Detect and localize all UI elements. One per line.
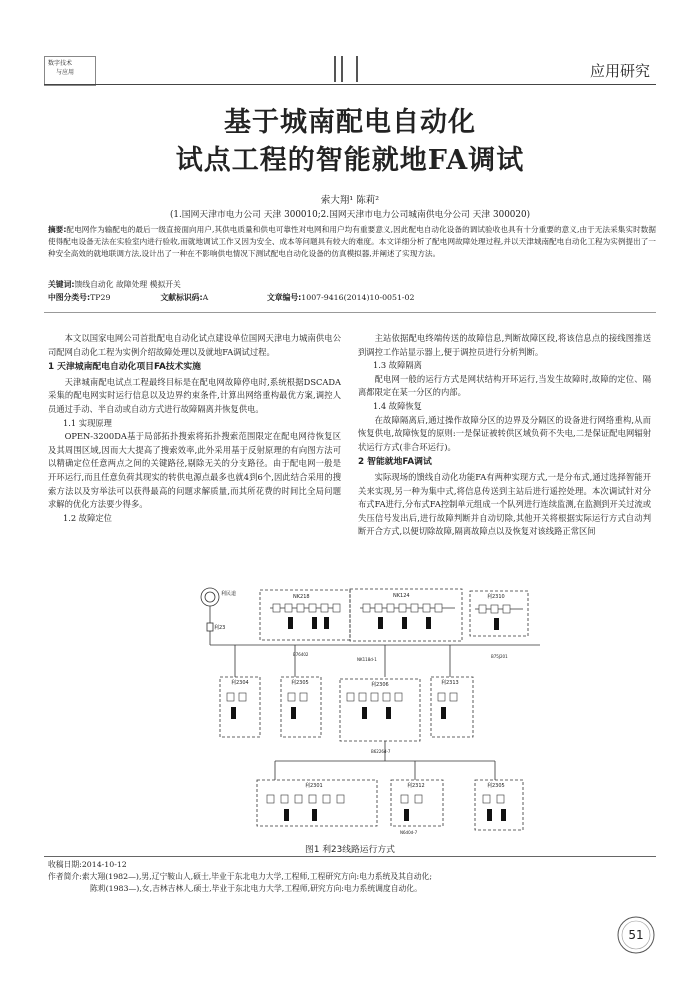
title-line-1: 基于城南配电自动化	[224, 107, 476, 138]
station-li2304	[220, 677, 260, 737]
fig-node-3: B75J201	[491, 654, 508, 659]
classification-row	[48, 292, 656, 303]
fig-label-li2310: 利2310	[487, 594, 505, 600]
abstract-text: 配电网作为输配电的最后一级直接面向用户,其供电质量和供电可靠性对电网和用户均有重要意义,因此配电自动化设备的调试验收也具有十分重要的意义,由于无法采集实时数据使得配电设备无法在实验室内进行验收,而就地调试工作又因为安全、成本等问题具有较大的难度。本文详细分析了配电网故障处理过程,并以天津城南配电自动化工程为实例提出了一种安全高效的就地联调方法,设计出了一种在不影响供电情况下测试配电自动化设备的仿真模拟器,并阐述了实现方法。	[48, 225, 656, 258]
author-bio-2: 陈莉(1983—),女,吉林吉林人,硕士,毕业于东北电力大学,工程师,研究方向:电力系统调度自动化。	[90, 884, 422, 893]
bio-label: 作者简介:	[48, 872, 82, 881]
fig-label-li2305b: 利2305	[487, 783, 505, 789]
paragraph: 主站依据配电终端传送的故障信息,判断故障区段,将该信息点的接线图推送到调控工作站显示器上,便于调控员进行分析判断。	[358, 333, 651, 357]
paragraph: 天津城南配电试点工程最终目标是在配电网故障停电时,系统根据DSCADA采集的配电网实时运行信息以及边界约束条件,计算出网络重构最优方案,调控人员通过手动、半自动或自动方式进行故障隔离并恢复供电。	[48, 376, 341, 414]
station-li2313	[431, 677, 473, 737]
abstract-label: 摘要:	[48, 225, 67, 234]
subsection-heading: 1.2 故障定位	[62, 512, 112, 523]
author-bio-1: 索大翔(1982—),男,辽宁鞍山人,硕士,毕业于东北电力大学,工程师,工程研究方向:电力系统及其自动化;	[81, 872, 432, 881]
fig-label-li2313: 利2313	[441, 680, 459, 686]
journal-name-line1: 数字技术	[48, 60, 73, 67]
clc-value: TP29	[90, 293, 111, 302]
station-li2306	[340, 679, 420, 741]
circuit-diagram	[195, 585, 555, 837]
right-column	[358, 332, 651, 539]
header-bars-decoration	[334, 56, 364, 82]
journal-logo	[44, 56, 96, 86]
keywords-label: 关键词:	[48, 280, 75, 289]
paragraph: 在故障隔离后,通过操作故障分区的边界及分隔区的设备进行网络重构,从而恢复供电,故障恢复的原则:一是保证被转供区域负荷不失电,二是保证配电网辐射状运行方式(非合环运行)。	[358, 414, 651, 452]
fig-label-nk218: NK218	[293, 594, 310, 600]
fig-label-li2304: 利2304	[231, 680, 249, 686]
section-heading-1: 1 天津城南配电自动化项目FA技术实施	[48, 362, 201, 373]
paragraph: OPEN-3200DA基于局部拓扑搜索将拓扑搜索范围限定在配电网待恢复区及其周围区域,因而大大提高了搜索效率,此外采用基于反射原理的有向图方法可以精确定位任意两点之间的关键路径,剔除无关的分支路径。由于配电网一般是开环运行,而且任意负荷其现实的转供电源点最多也就4到6个,因此结合采用的搜索方法以及穷举法可以获得最高的问题求解质量,而其所花费的时间比全局问题求解的优化方法要少得多。	[48, 431, 341, 510]
fig-node-5: N6d0d-7	[400, 830, 418, 835]
footnote	[48, 859, 656, 895]
fig-node-4: B6226d-7	[371, 749, 391, 754]
fig-label-li2306: 利2306	[371, 682, 389, 688]
subsection-heading: 1.3 故障隔离	[372, 360, 422, 371]
paragraph: 本文以国家电网公司首批配电自动化试点建设单位国网天津电力城南供电公司配网自动化工程为实例介绍故障处理以及就地FA调试过程。	[48, 333, 341, 357]
fig-label-li2312: 利2312	[407, 783, 425, 789]
title-line-2: 试点工程的智能就地FA调试	[175, 145, 525, 176]
fig-node-2: NK118d-1	[357, 657, 377, 662]
fig-node-1: B76402	[293, 652, 309, 657]
fig-label-nk124: NK124	[393, 593, 410, 599]
abstract	[48, 224, 656, 260]
source-inner	[205, 592, 215, 602]
article-no-label: 文章编号:	[266, 293, 302, 302]
author-line: 索大翔¹ 陈莉²	[320, 195, 380, 206]
fig-label-feeder: 利23	[214, 625, 226, 631]
keywords	[48, 279, 181, 290]
doc-code-label: 文献标识码:	[160, 293, 203, 302]
affiliation-line: (1.国网天津市电力公司 天津 300010;2.国网天津市电力公司城南供电分公司 天津 300020)	[169, 210, 531, 220]
paragraph: 配电网一般的运行方式是网状结构开环运行,当发生故障时,故障的定位、隔离都限定在某一分区的内部。	[358, 373, 651, 398]
source-symbol	[201, 588, 219, 606]
left-column	[48, 332, 341, 525]
header-rule	[44, 84, 656, 85]
fig-label-li2305: 利2305	[291, 680, 309, 686]
keywords-text: 馈线自动化 故障处理 模拟开关	[74, 280, 181, 289]
fig-label-source: 利民道	[221, 591, 237, 597]
page-number: 51	[628, 928, 644, 942]
fig-label-li2301: 利2301	[305, 783, 323, 789]
doc-code-value: A	[202, 293, 209, 302]
received-date: 收稿日期:2014-10-12	[48, 860, 127, 869]
clc-label: 中图分类号:	[48, 293, 91, 302]
figure-caption: 图1 利23线路运行方式	[305, 845, 395, 855]
station-li2305	[281, 677, 321, 737]
section-heading-2: 2 智能就地FA调试	[358, 457, 432, 468]
journal-name-line2: 与应用	[56, 69, 75, 76]
section-label: 应用研究	[589, 62, 650, 80]
subsection-heading: 1.1 实现原理	[62, 417, 112, 428]
paragraph: 实际现场的馈线自动化功能FA有两种实现方式,一是分布式,通过选择智能开关来实现,另一种为集中式,将信息传送到主站后进行遥控处理。本次调试针对分布式FA进行,分布式FA控制单元组成一个队列进行连续监测,在监测到开关过流或失压信号发出后,进行故障判断并自动切除,其他开关将根据实际运行方式自动判断开合方式,以便切除故障,隔离故障点以及恢复对该线路正常区间	[358, 471, 651, 537]
article-no-value: 1007-9416(2014)10-0051-02	[301, 293, 415, 302]
footnote-rule	[44, 856, 656, 857]
subsection-heading: 1.4 故障恢复	[372, 400, 422, 411]
abstract-divider	[44, 312, 656, 313]
